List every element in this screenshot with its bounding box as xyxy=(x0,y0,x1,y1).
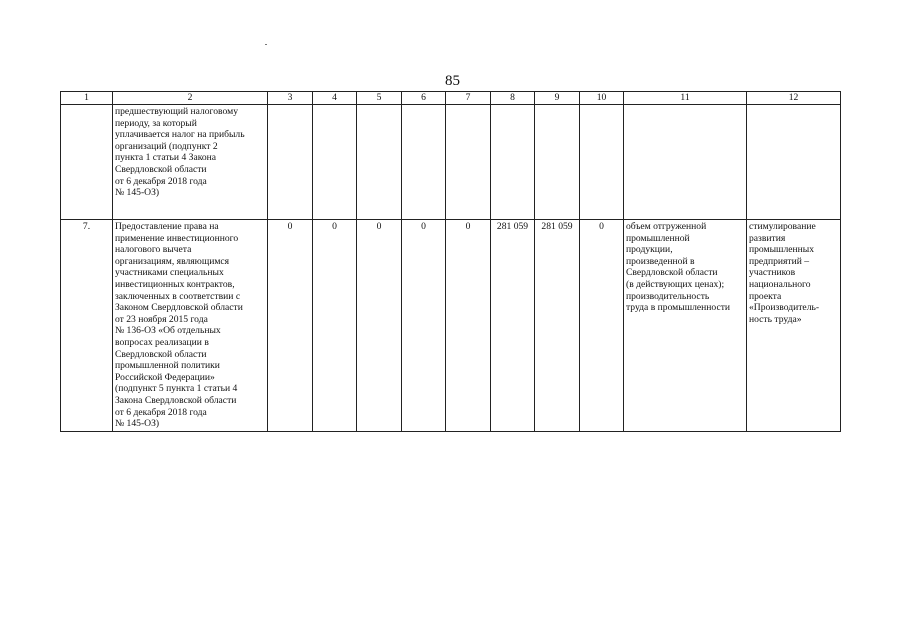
tax-expenditure-table xyxy=(60,91,841,432)
value-cell: 281 059 xyxy=(535,220,580,432)
column-number: 2 xyxy=(113,92,268,105)
value-cell xyxy=(446,105,491,220)
goal-cell xyxy=(747,105,841,220)
column-number: 1 xyxy=(61,92,113,105)
value-cell: 0 xyxy=(580,220,624,432)
row-number: 7. xyxy=(61,220,113,432)
column-number: 9 xyxy=(535,92,580,105)
column-number-row xyxy=(61,92,841,105)
table-row xyxy=(61,105,841,220)
table-row xyxy=(61,220,841,432)
value-cell: 0 xyxy=(402,220,446,432)
scan-speck xyxy=(265,44,267,45)
value-cell xyxy=(580,105,624,220)
column-number: 11 xyxy=(624,92,747,105)
value-cell xyxy=(268,105,313,220)
value-cell: 0 xyxy=(268,220,313,432)
indicator-cell xyxy=(624,105,747,220)
value-cell xyxy=(313,105,357,220)
row-number xyxy=(61,105,113,220)
column-number: 12 xyxy=(747,92,841,105)
column-number: 6 xyxy=(402,92,446,105)
column-number: 8 xyxy=(491,92,535,105)
column-number: 5 xyxy=(357,92,402,105)
column-number: 7 xyxy=(446,92,491,105)
column-number: 10 xyxy=(580,92,624,105)
value-cell xyxy=(535,105,580,220)
value-cell: 0 xyxy=(446,220,491,432)
value-cell: 281 059 xyxy=(491,220,535,432)
column-number: 4 xyxy=(313,92,357,105)
indicator-cell: объем отгруженной промышленной продукции, произведенной в Свердловской области (в действующих ценах); производительность труда в промышленности xyxy=(624,220,747,432)
measure-description: предшествующий налоговому периоду, за который уплачивается налог на прибыль организаций (подпункт 2 пункта 1 статьи 4 Закона Свердловской области от 6 декабря 2018 года № 145-ОЗ) xyxy=(113,105,268,220)
measure-description: Предоставление права на применение инвестиционного налогового вычета организациям, являющимся участниками специальных инвестиционных контрактов, заключенных в соответствии с Законом Свердловской области от 23 ноября 2015 года № 136-ОЗ «Об отдельных вопросах реализации в Свердловской области промышленной политики Российской Федерации» (подпункт 5 пункта 1 статьи 4 Закона Свердловской области от 6 декабря 2018 года № 145-ОЗ) xyxy=(113,220,268,432)
value-cell: 0 xyxy=(313,220,357,432)
page-number: 85 xyxy=(445,73,460,89)
value-cell: 0 xyxy=(357,220,402,432)
value-cell xyxy=(357,105,402,220)
goal-cell: стимулирование развития промышленных предприятий – участников национального проекта «Производитель- ность труда» xyxy=(747,220,841,432)
value-cell xyxy=(491,105,535,220)
column-number: 3 xyxy=(268,92,313,105)
value-cell xyxy=(402,105,446,220)
